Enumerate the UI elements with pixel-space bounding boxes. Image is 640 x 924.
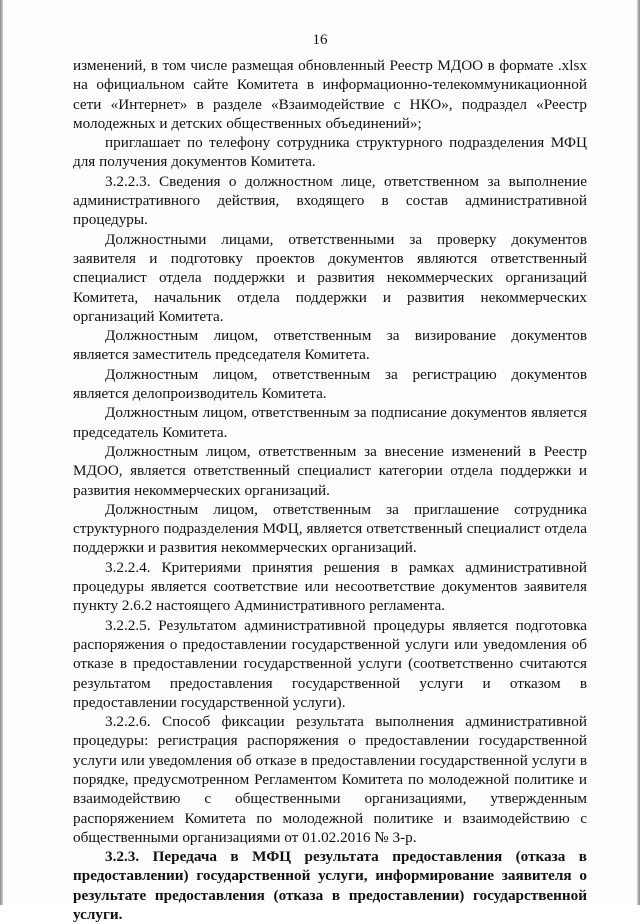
paragraph: Должностным лицом, ответственным за внесение изменений в Реестр МДОО, является ответственный специалист категории отдела поддержки и развития некоммерческих организаций. xyxy=(73,442,587,499)
paragraph: изменений, в том числе размещая обновленный Реестр МДОО в формате .xlsx на официальном сайте Комитета в информационно-телекоммуникационной сети «Интернет» в разделе «Взаимодействие с НКО», подраздел «Реестр молодежных и детских общественных объединений»; xyxy=(73,57,587,132)
paragraph: 3.2.2.3. Сведения о должностном лице, ответственном за выполнение административного действия, входящего в состав административной процедуры. xyxy=(73,172,587,229)
paragraph: 3.2.2.4. Критериями принятия решения в рамках административной процедуры является соответствие или несоответствие документов заявителя пункту 2.6.2 настоящего Административного регламента. xyxy=(73,558,587,615)
paragraph: Должностным лицом, ответственным за подписание документов является председатель Комитета. xyxy=(73,404,587,441)
paragraph: приглашает по телефону сотрудника структурного подразделения МФЦ для получения документов Комитета. xyxy=(73,134,587,171)
paragraph: Должностными лицами, ответственными за проверку документов заявителя и подготовку проектов документов являются ответственный специалист отдела поддержки и развития некоммерческих организаций Комитета, начальник отдела поддержки и развития некоммерческих организаций Комитета. xyxy=(73,230,587,325)
scan-left-edge xyxy=(0,0,3,905)
paragraph: 3.2.2.6. Способ фиксации результата выполнения административной процедуры: регистрация распоряжения о предоставлении государственной услуги или уведомления об отказе в предоставлении государственной услуги в порядке, предусмотренном Регламентом Комитета по молодежной политике и взаимодействию с общественными организациями, утвержденным распоряжением Комитета по молодежной политике и взаимодействию с общественными организациями от 01.02.2016 № 3-р. xyxy=(73,713,587,846)
paragraph: Должностным лицом, ответственным за регистрацию документов является делопроизводитель Комитета. xyxy=(73,365,587,403)
paragraph: Должностным лицом, ответственным за приглашение сотрудника структурного подразделения МФЦ, является ответственный специалист отдела поддержки и развития некоммерческих организаций. xyxy=(73,500,587,557)
page-number: 16 xyxy=(312,32,328,48)
paragraph: Должностным лицом, ответственным за визирование документов является заместитель председателя Комитета. xyxy=(73,327,587,364)
section-heading: 3.2.3. Передача в МФЦ результата предоставления (отказа в предоставлении) государственной услуги, информирование заявителя о результате предоставления (отказа в предоставлении) государственной услуги. xyxy=(73,848,587,924)
document-body xyxy=(73,56,587,924)
paragraph: 3.2.2.5. Результатом административной процедуры является подготовка распоряжения о предоставлении государственной услуги или уведомления об отказе в предоставлении государственной услуги (соответственно считаются результатом предоставления государственной услуги и отказом в предоставлении государственной услуги). xyxy=(73,616,587,711)
